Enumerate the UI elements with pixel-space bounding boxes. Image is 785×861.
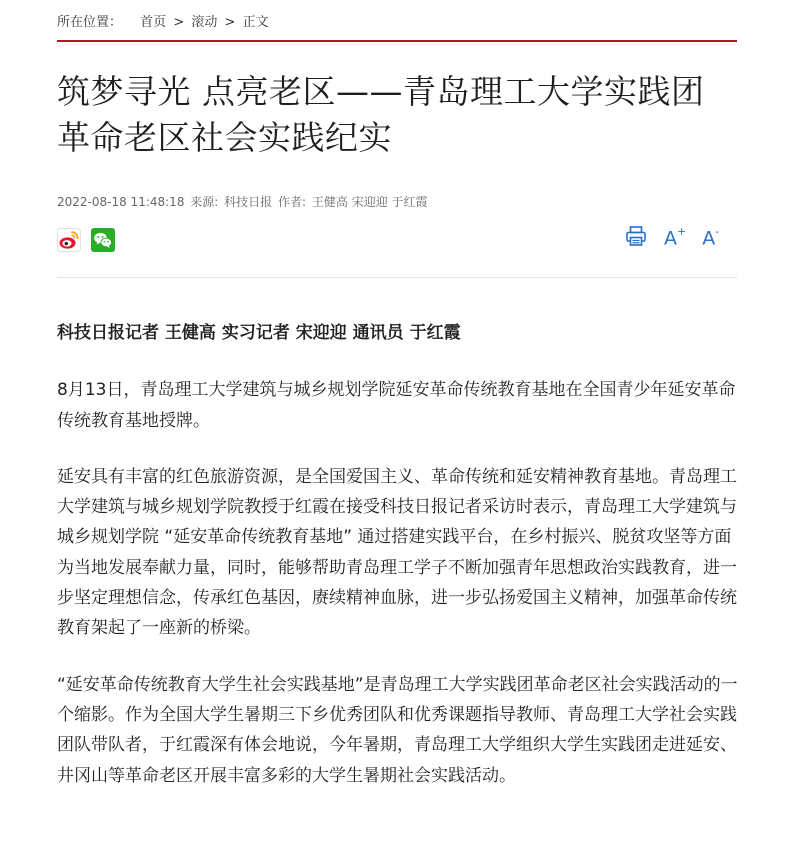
article-authors: 王健高 宋迎迎 于红霞 [311, 195, 428, 209]
article-title: 筑梦寻光 点亮老区——青岛理工大学实践团革命老区社会实践纪实 [57, 72, 705, 157]
article-paragraph: 延安具有丰富的红色旅游资源，是全国爱国主义、革命传统和延安精神教育基地。青岛理工大学建筑与城乡规划学院教授于红霞在接受科技日报记者采访时表示，青岛理工大学建筑与城乡规划学院 “延安革命传统教育基地” 通过搭建实践平台，在乡村振兴、脱贫攻坚等方面为当地发展奉献力量，同时，能够帮助青岛理工学子不断加强青年思想政治实践教育，进一步坚定理想信念，传承红色基因，赓续精神血脉，进一步弘扬爱国主义精神，加强革命传统教育架起了一座新的桥梁。 [57, 466, 737, 639]
breadcrumb-home-link[interactable]: 首页 [140, 15, 167, 30]
header-divider [57, 40, 737, 42]
weibo-icon[interactable] [57, 228, 81, 252]
font-size-decrease-button[interactable] [702, 222, 719, 250]
article-paragraph: 8月13日，青岛理工大学建筑与城乡规划学院延安革命传统教育基地在全国青少年延安革命传统教育基地授牌。 [57, 380, 736, 431]
print-icon[interactable] [624, 224, 648, 248]
wechat-icon[interactable] [91, 228, 115, 252]
plus-icon: + [677, 225, 687, 238]
breadcrumb [57, 14, 269, 32]
share-bar [57, 228, 115, 252]
article-byline: 科技日报记者 王健高 实习记者 宋迎迎 通讯员 于红霞 [57, 323, 461, 343]
minus-icon: - [715, 225, 720, 238]
font-size-increase-button[interactable] [664, 222, 686, 250]
article-datetime: 2022-08-18 11:48:18 [57, 195, 185, 209]
article-paragraph: “延安革命传统教育大学生社会实践基地”是青岛理工大学实践团革命老区社会实践活动的一个缩影。作为全国大学生暑期三下乡优秀团队和优秀课题指导教师、青岛理工大学社会实践团队带队者，于红霞深有体会地说，今年暑期，青岛理工大学组织大学生实践团走进延安、井冈山等革命老区开展丰富多彩的大学生暑期社会实践活动。 [57, 674, 738, 786]
source-label: 来源: [190, 195, 219, 209]
breadcrumb-separator: > [173, 15, 185, 30]
breadcrumb-separator: > [224, 15, 236, 30]
article-source: 科技日报 [224, 195, 273, 209]
breadcrumb-label: 所在位置： [57, 15, 123, 30]
article-tools [624, 222, 719, 250]
article-body [57, 318, 743, 817]
meta-divider [57, 277, 737, 278]
article-meta [57, 193, 428, 211]
font-up-letter: A [664, 227, 677, 250]
font-down-letter: A [702, 227, 716, 250]
author-label: 作者: [278, 195, 307, 209]
breadcrumb-scroll-link[interactable]: 滚动 [191, 15, 218, 30]
breadcrumb-current: 正文 [242, 15, 269, 30]
